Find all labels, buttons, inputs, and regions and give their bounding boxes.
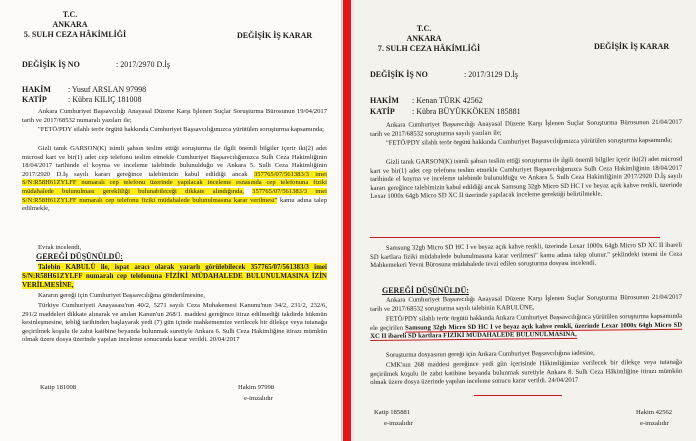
right-red-underline-1	[370, 237, 660, 238]
right-paragraph-4: Samsung 32gb Micro SD HC I ve beyaz açık kahve renkli, üzerinde Lexar 1000x 64gb Micro SD XC II ibareli SD kartlara fiziki müdahalede bulunulmasına karar verilmesi" kamu adına talep olunur." şeklindeki istemi ile Ceza Mahkemekeri Yevni Bürosuna müdahalede tevzi edilen soruşturma dosyası incelendi.	[370, 241, 683, 270]
right-paragraph-5: Ankara Cumhuriyet Başsavcılığı Anayasal Düzene Karşı İşlenen Suçlar Soruşturma Bürosunun 21/04/2017 tarih ve 2017/68532 soruşturma sayılı talebinin KABULÜNE,	[370, 293, 683, 313]
left-paragraph-2: "FETÖ/PDY silahlı terör örgütü hakkında Cumhuriyet Başsavcılığımızca yürütülen soruşturma kapsamında;	[38, 126, 324, 133]
left-document	[0, 0, 342, 441]
left-case-value: : 2017/2970 D.İş	[116, 60, 170, 69]
right-sig-esign-clerk: e-imzalıdır	[384, 420, 413, 427]
right-paragraph-6	[370, 313, 682, 342]
left-clerk-label: KATİP	[22, 95, 47, 104]
right-court-tc: T.C.	[416, 24, 432, 33]
right-paragraph-8: CMK'nın 268 maddesi gereğince yedi gün içerisinde Hâkimliğimize verilecek bir dilekçe veya tutanağa geçirilmek koşulu ile zabıt katibine beyanda bulunmak suretiyle Ankara 8. Sulh Ceza Hâkimliğine itirazı mümkün olmak üzere dosya üzerinde yapılan inceleme sonucu karar verildi. 24/04/2017	[370, 358, 683, 387]
left-paragraph-4: Evrak incelendi,	[38, 244, 82, 251]
right-paragraph-6-text: FETÖ/PDY silahlı terör örgütü hakkında Ankara Cumhuriyet Başsavcılığınca yürütülen soruşturma kapsamında ele geçirilen	[370, 312, 683, 332]
right-case-value: : 2017/3129 D.İş	[464, 70, 518, 79]
left-paragraph-7: Türkiye Cumhuriyeti Anayasası'nın 40/2, 5271 sayılı Ceza Muhakemesi Kanunu'nun 34/2, 231/2, 232/6, 291/2 maddeleri dikkate alınarak ve anılan Kanun'un 268/1. maddesi gereğince itiraz edilmediği takdirde hükmün kesinleşmesine, tebliğ tarihinden başlayarak yedi (7) gün içinde mahkememize verilecek bir dilekçe veya tutanağa geçirilmek koşulu ile zabıt katibine beyanda bulunmak suretiyle Ankara 6. Sulh Ceza Hakimliğine itirazı mümkün olmak üzere dosya üzerinde yapılan inceleme sonucunda karar verildi. 20/04/2017	[22, 302, 327, 344]
right-court-city: ANKARA	[406, 34, 442, 43]
right-paragraph-1: Ankara Cumhuriyet Başsavcılığı Anayasal Düzene Karşı İşlenen Suçlar Soruşturma Bürosunun 21/04/2017 tarih ve 2017/68532 soruşturma sayılı yazıları ile;	[370, 118, 683, 138]
right-paragraph-3: Gizli tanık GARSON(K) isimli şahsın teslim ettiği soruşturma ile ilgili önemli bilgiler içerir iki(2) adet microsd kart ve bir(1) adet cep telefonu teslim etmekle Cumhuriyet Başsavcılığımızca Sulh Ceza Hakimliğinin 18/04/2017 tarihinde el koyma ve inceleme talebinde bulunulduğu ve Ankara 5. Sulh Ceza Hakimliğinin 2017/2920 D.İş sayılı kararı gereğince talebimizin kabul edildiği ancak Samsung 32gb Micro SD HC I ve beyaz açık kahve renkli, üzerinde Lexar 1000x 64gb Micro SD XC II üzerinde yapılacak inceleme gerektiği belirtilmekle.	[370, 155, 683, 201]
right-paragraph-7: Soruşturma dosyasının gereği için Ankara Cumhuriyet Başsavcılığına iadesine,	[385, 349, 595, 359]
right-sig-esign-judge: e-imzalıdır	[640, 420, 669, 427]
left-judge-label: HAKİM	[22, 85, 51, 94]
right-case-label: DEĞİŞİK İŞ NO	[370, 70, 428, 79]
right-sig-clerk: Katip 185881	[374, 409, 411, 416]
left-paragraph-1: Ankara Cumhuriyet Başsavcılığı Anayasal Düzene Karşı İşlenen Suçlar Soruşturma Bürosunun 19/04/2017 tarih ve 2017/68532 numaralı yazıları ile;	[22, 108, 327, 124]
right-doc-type: DEĞİŞİK İŞ KARAR	[594, 42, 670, 51]
right-clerk-label: KATİP	[370, 107, 395, 116]
left-reason-title: GEREĞİ DÜŞÜNÜLDÜ:	[36, 252, 123, 261]
right-reason-title: GEREĞİ DÜŞÜNÜLDÜ:	[382, 286, 469, 295]
left-paragraph-3-tail: kamu adına talep edilmekle,	[22, 196, 327, 213]
left-judge-value: : Yusuf ARSLAN 97998	[68, 85, 147, 94]
right-document	[354, 0, 696, 441]
left-highlight-1: 357765/07/561383/3 imei S/N:R58H61ZYLFF numaralı cep telefonu üzerinde yapılacak inceleme esnasında cep telefonuna fiziki müdahalede bulunulması gerekliliği bulunabileceği dikkate alındığında,	[22, 170, 327, 195]
left-clerk-value: : Kübra KILIÇ 181008	[68, 95, 142, 104]
left-sig-clerk: Katip 181008	[40, 384, 77, 391]
right-sig-judge: Hakim 42562	[636, 409, 673, 416]
left-sig-judge: Hakim 97998	[238, 384, 275, 391]
left-decision-highlight: Talebin KABULÜ ile, ispat aracı olarak yararlı görülebilecek 357765/07/561383/3 imei S/N:R58H61ZYLFF numaralı cep telefonuna FİZİKİ MÜDAHALEDE BULUNULMASINA İZİN VERİLMESİNE,	[22, 263, 327, 289]
right-judge-label: HAKİM	[370, 96, 399, 105]
right-red-underline-date	[474, 395, 562, 396]
right-court-name: 7. SULH CEZA HÂKİMLİĞİ	[377, 44, 481, 53]
left-case-label: DEĞİŞİK İŞ NO	[22, 60, 80, 69]
right-paragraph-2: "FETÖ/PDY silahlı terör örgütü hakkında Cumhuriyet Başsavcılığımızca yürütülen soruşturma kapsamında;	[385, 136, 673, 147]
right-clerk-value: : Kübra BÜYÜKKÖKEN 185881	[412, 107, 521, 116]
left-sig-esign: e-imzalıdır	[244, 395, 273, 402]
left-paragraph-6: Kararın gereği için Cumhuriyet Başsavcılığına gönderilmesine,	[38, 292, 205, 299]
red-divider	[343, 0, 351, 441]
left-court-tc: T.C.	[62, 10, 78, 19]
left-court-city: ANKARA	[52, 20, 88, 29]
left-paragraph-3	[22, 145, 327, 214]
right-judge-value: : Kenan TÜRK 42562	[412, 96, 483, 105]
left-court-name: 5. SULH CEZA HÂKİMLİĞİ	[23, 30, 127, 39]
right-red-underlined-decision: Samsung 32gb Micro SD HC I ve beyaz açık kahve renkli, üzerinde Lexar 1000x 64gb Micro SD XC II ibareli SD kartlara FİZİKİ MÜDAHALEDE BULUNULMASINA,	[370, 321, 683, 341]
left-decision	[22, 263, 327, 290]
left-doc-type: DEĞİŞİK İŞ KARAR	[237, 31, 313, 40]
left-highlight-2: 357765/07/561383/3 imei S/N:R58H61ZYLFF numaralı cep telefonu fiziki müdahalede bulunulmasına karar verilmesi"	[22, 187, 327, 204]
left-paragraph-3-text: Gizli tanık GARSON(K) isimli şahsın teslim ettiği soruşturma ile ilgili önemli bilgiler içerir iki(2) adet microsd kart ve bir(1) adet cep telefonu teslim etmekle Cumhuriyet Başsavcılığımızca Sulh Ceza Hakimliğinin 18/04/2017 tarihinde el koyma ve inceleme talebinde bulunulduğu ve Ankara 5. Sulh Ceza Hakimliğinin 2017/2920 D.İş sayılı kararı gereğince talebimizin kabul edildiği ancak	[22, 145, 327, 178]
